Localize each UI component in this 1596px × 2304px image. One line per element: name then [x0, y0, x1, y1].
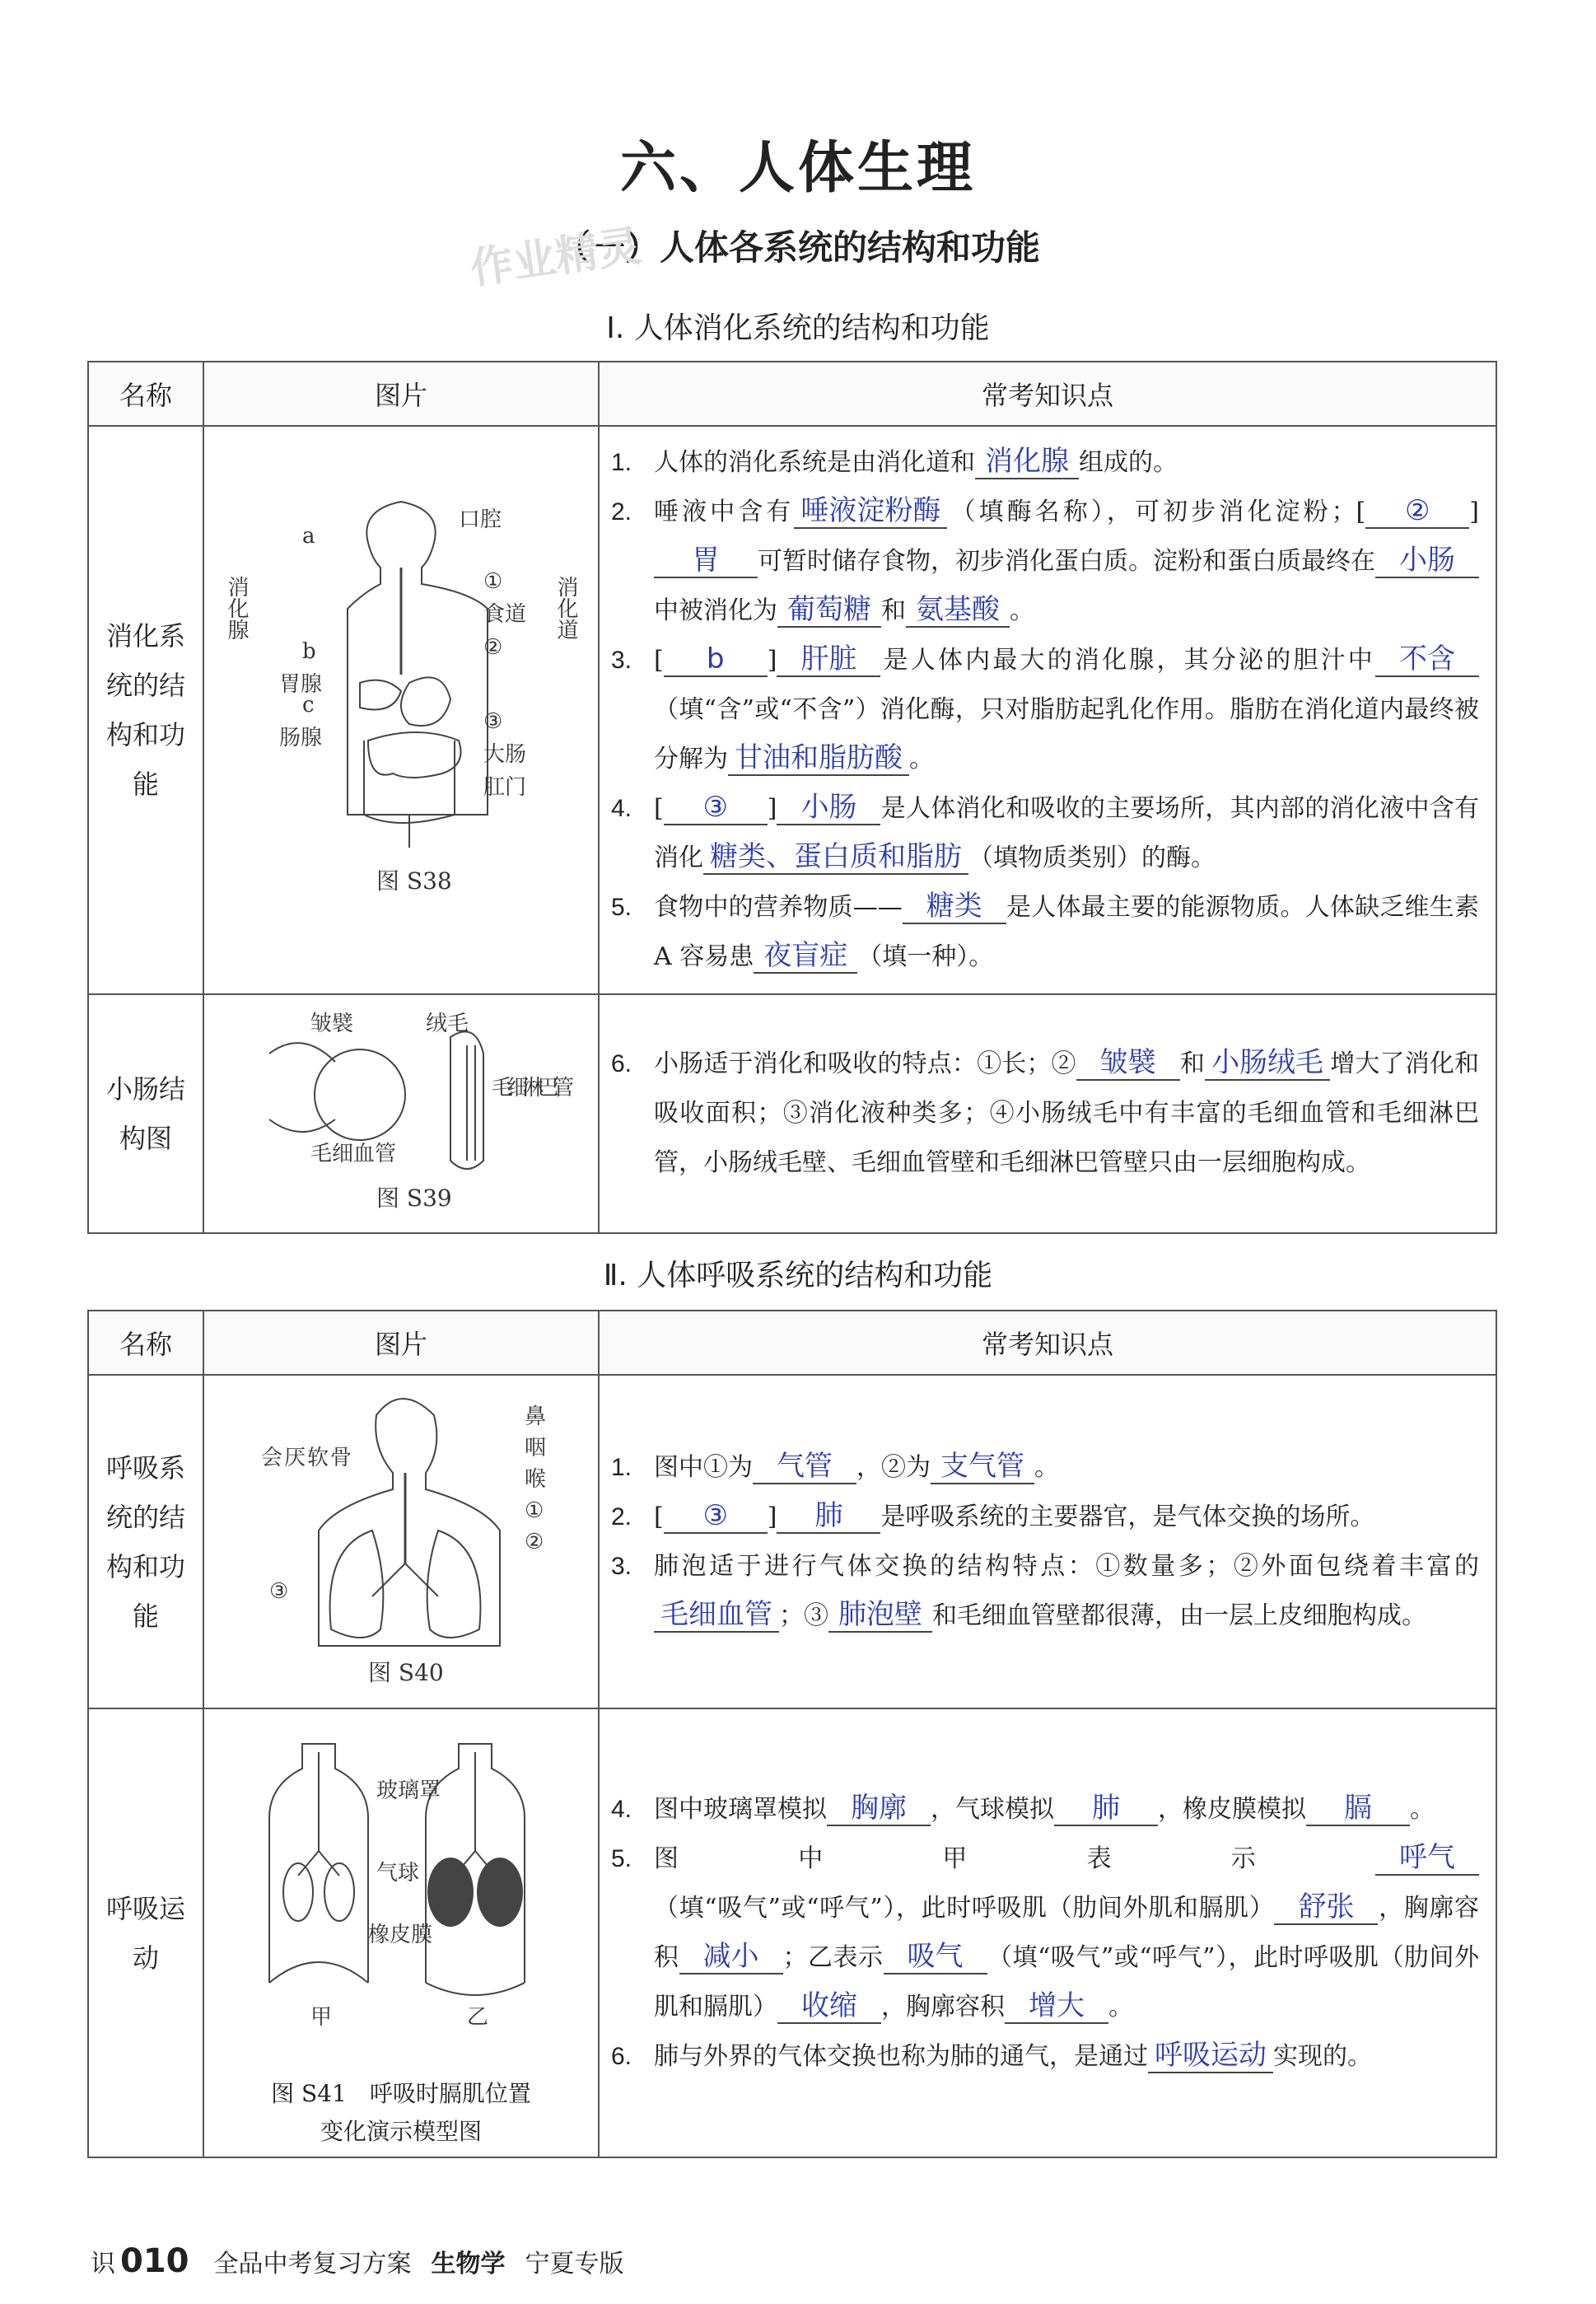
label-esophagus: 食道 — [483, 601, 527, 627]
knowledge-item — [611, 1040, 1479, 1188]
item-number: 2. — [611, 498, 632, 526]
item-number: 6. — [611, 2042, 632, 2070]
item-text — [654, 1785, 1479, 1834]
text-segment: ] — [767, 1502, 777, 1531]
answer-blank: 糖类、蛋白质和脂肪 — [703, 840, 968, 875]
label-nose: 鼻 — [525, 1404, 547, 1429]
item-number: 4. — [611, 795, 632, 822]
answer-blank: 肺 — [777, 1499, 880, 1534]
text-segment: 图中玻璃罩模拟 — [654, 1794, 827, 1824]
row-name: 呼吸系统的结构和功能 — [88, 1375, 203, 1708]
label-1: ① — [525, 1498, 544, 1523]
page-number: 010 — [120, 2242, 189, 2280]
text-segment: 食物中的营养物质—— — [654, 893, 903, 922]
figure-s40 — [203, 1375, 599, 1708]
answer-blank: 膈 — [1306, 1792, 1410, 1826]
item-text — [654, 636, 1479, 784]
row-name: 消化系统的结构和功能 — [88, 426, 203, 994]
knowledge-item — [611, 1443, 1479, 1493]
figure-caption-line2: 变化演示模型图 — [320, 2118, 482, 2145]
figure-s38 — [203, 426, 599, 994]
text-segment: 增大了消化和吸收面积；③消化液种类多；④小肠绒毛中有丰富的毛细血管和毛细淋巴管，小肠绒毛壁、毛细血管壁和毛细淋巴管壁只由一层细胞构成。 — [654, 1049, 1480, 1177]
item-number: 1. — [611, 449, 632, 476]
text-segment: ] — [1469, 498, 1479, 526]
label-jia: 甲 — [310, 2005, 333, 2030]
label-pharynx: 咽 — [525, 1436, 547, 1460]
answer-blank: 肺泡壁 — [828, 1598, 932, 1633]
label-yi: 乙 — [467, 2005, 489, 2030]
header-knowledge: 常考知识点 — [599, 1311, 1496, 1375]
item-text — [654, 784, 1479, 883]
text-segment: 是人体消化和吸收的主要场所，其内部的消化液中含有消化 — [654, 794, 1479, 872]
chapter-subtitle: （一）人体各系统的结构和功能 — [555, 227, 1040, 268]
knowledge-list — [611, 438, 1479, 982]
answer-blank: 唾液淀粉酶 — [794, 494, 947, 529]
text-segment: 和毛细血管壁都很薄，由一层上皮细胞构成。 — [932, 1601, 1426, 1630]
label-3: ③ — [269, 1579, 289, 1604]
book-title: 全品中考复习方案 — [213, 2250, 412, 2278]
subject: 生物学 — [431, 2250, 506, 2278]
digestive-system-figure — [220, 493, 582, 922]
text-segment: ，②为 — [856, 1452, 931, 1482]
text-segment: 实现的。 — [1273, 2041, 1372, 2071]
section-title-respiratory: Ⅱ. 人体呼吸系统的结构和功能 — [603, 1259, 993, 1292]
knowledge-item — [611, 2032, 1479, 2082]
text-segment: ，胸廓容积 — [881, 1992, 1005, 2021]
breathing-model-figure — [220, 1719, 582, 2065]
knowledge-item — [611, 438, 1479, 488]
text-segment: （填“吸气”或“呼气”），此时呼吸肌（肋间外肌和膈肌） — [654, 1942, 1480, 2021]
text-segment: （填一种）。 — [857, 942, 994, 971]
answer-blank: 呼吸运动 — [1148, 2039, 1273, 2073]
item-number: 5. — [611, 894, 632, 921]
header-picture: 图片 — [203, 1311, 599, 1375]
small-intestine-figure — [220, 1004, 582, 1218]
text-segment: ，胸廓容积 — [654, 1893, 1479, 1972]
edition: 宁夏专版 — [525, 2250, 624, 2278]
knowledge-list — [611, 1785, 1479, 2082]
knowledge-item — [611, 636, 1479, 784]
label-gastric-gland: 胃腺 — [279, 671, 323, 697]
label-villus: 绒毛 — [426, 1011, 469, 1036]
knowledge-item — [611, 883, 1479, 982]
text-segment: 肺与外界的气体交换也称为肺的通气，是通过 — [654, 2041, 1148, 2071]
answer-blank: 收缩 — [777, 1989, 881, 2024]
header-picture: 图片 — [203, 362, 599, 426]
answer-blank: 吸气 — [884, 1940, 987, 1975]
text-segment: （填酶名称），可初步消化淀粉；[ — [947, 498, 1366, 526]
knowledge-item — [611, 1542, 1479, 1641]
answer-blank: 小肠绒毛 — [1205, 1046, 1330, 1081]
answer-blank: 肝脏 — [777, 643, 880, 677]
text-segment: 图中甲表示 — [654, 1844, 1375, 1873]
text-segment: ] — [767, 646, 777, 675]
text-segment: ，气球模拟 — [931, 1794, 1054, 1824]
item-text — [654, 1542, 1479, 1641]
knowledge-points — [599, 1708, 1496, 2157]
answer-blank: 皱襞 — [1076, 1046, 1180, 1081]
figure-caption: 图 S40 — [368, 1659, 444, 1686]
item-text — [654, 1040, 1479, 1188]
knowledge-list — [611, 1443, 1479, 1641]
answer-blank: b — [664, 643, 768, 677]
answer-blank: 氨基酸 — [906, 593, 1010, 628]
knowledge-item — [611, 1785, 1479, 1834]
label-2: ② — [483, 634, 503, 660]
row-name: 小肠结构图 — [88, 994, 203, 1233]
item-text — [654, 883, 1479, 982]
answer-blank: ③ — [664, 791, 768, 825]
answer-blank: 减小 — [679, 1940, 783, 1975]
label-large-intestine: 大肠 — [483, 741, 527, 767]
knowledge-points — [599, 426, 1496, 994]
digestive-table — [87, 361, 1497, 1234]
answer-blank: ② — [1365, 494, 1469, 529]
label-anus: 肛门 — [483, 774, 527, 800]
label-fold: 皱襞 — [310, 1011, 354, 1036]
answer-blank: 消化腺 — [975, 445, 1079, 479]
item-text — [654, 438, 1479, 488]
text-segment: 小肠适于消化和吸收的特点：①长；② — [654, 1049, 1076, 1078]
answer-blank: 气管 — [753, 1450, 856, 1484]
figure-caption: 图 S39 — [376, 1184, 452, 1212]
text-segment: 肺泡适于进行气体交换的结构特点：①数量多；②外面包绕着丰富的 — [654, 1551, 1479, 1581]
knowledge-item — [611, 1493, 1479, 1542]
item-number: 5. — [611, 1844, 632, 1872]
text-segment: （填“含”或“不含”）消化酶，只对脂肪起乳化作用。脂肪在消化道内最终被分解为 — [654, 695, 1479, 773]
answer-blank: 支气管 — [931, 1450, 1034, 1484]
item-number: 2. — [611, 1503, 632, 1531]
figure-caption-line1: 图 S41 呼吸时膈肌位置 — [271, 2080, 531, 2107]
text-segment: 可暂时储存食物，初步消化蛋白质。淀粉和蛋白质最终在 — [758, 547, 1375, 576]
label-3: ③ — [483, 708, 503, 734]
respiratory-system-figure — [220, 1382, 582, 1695]
answer-blank: 舒张 — [1274, 1890, 1378, 1925]
label-intestinal-gland: 肠腺 — [279, 725, 323, 750]
answer-blank: 毛细血管 — [654, 1598, 779, 1633]
item-number: 1. — [611, 1453, 632, 1481]
answer-blank: 糖类 — [903, 890, 1006, 924]
text-segment: ] — [767, 794, 777, 823]
item-text — [654, 1834, 1479, 2032]
header-knowledge: 常考知识点 — [599, 362, 1496, 426]
answer-blank: 呼气 — [1375, 1841, 1479, 1876]
label-blood-capillary: 毛细血管 — [310, 1141, 397, 1166]
header-name: 名称 — [88, 1311, 203, 1375]
item-text — [654, 488, 1479, 636]
section-title-digestive: Ⅰ. 人体消化系统的结构和功能 — [606, 311, 990, 345]
text-segment: [ — [654, 646, 664, 675]
label-digestive-tract: 消化道 — [553, 575, 578, 640]
text-segment: [ — [654, 1502, 664, 1531]
text-segment: [ — [654, 794, 664, 823]
item-text — [654, 2032, 1479, 2082]
text-segment: （填“吸气”或“呼气”），此时呼吸肌（肋间外肌和膈肌） — [654, 1893, 1275, 1923]
text-segment: 组成的。 — [1079, 448, 1178, 477]
text-segment: 。 — [1034, 1452, 1059, 1482]
text-segment: 是人体内最大的消化腺，其分泌的胆汁中 — [880, 646, 1375, 675]
text-segment: 和 — [1179, 1049, 1206, 1078]
answer-blank: 甘油和脂肪酸 — [728, 741, 909, 776]
row-name: 呼吸运动 — [88, 1708, 203, 2157]
knowledge-points — [599, 1375, 1496, 1708]
answer-blank: 夜盲症 — [754, 939, 857, 974]
text-segment: （填物质类别）的酶。 — [968, 844, 1216, 872]
answer-blank: 肺 — [1054, 1792, 1158, 1826]
respiratory-table — [87, 1310, 1497, 2158]
footer-prefix: 识 — [91, 2250, 115, 2278]
text-segment: 。 — [909, 745, 934, 773]
header-name: 名称 — [88, 362, 203, 426]
text-segment: 图中①为 — [654, 1452, 753, 1482]
knowledge-item — [611, 784, 1479, 883]
label-a: a — [302, 523, 315, 549]
answer-blank: 小肠 — [777, 791, 880, 825]
item-number: 3. — [611, 647, 632, 674]
label-mouth: 口腔 — [459, 507, 502, 532]
text-segment: 人体的消化系统是由消化道和 — [654, 448, 975, 477]
knowledge-points — [599, 994, 1496, 1233]
label-epiglottis: 会厌软骨 — [261, 1446, 352, 1470]
text-segment: 。 — [1410, 1794, 1435, 1824]
label-glass-bell: 玻璃罩 — [376, 1778, 441, 1803]
label-larynx: 喉 — [525, 1467, 547, 1492]
knowledge-list — [611, 1040, 1479, 1188]
label-1: ① — [483, 568, 503, 594]
knowledge-item — [611, 1834, 1479, 2032]
answer-blank: 葡萄糖 — [777, 593, 881, 628]
item-text — [654, 1443, 1479, 1493]
text-segment: 中被消化为 — [654, 596, 777, 625]
item-number: 3. — [611, 1552, 632, 1580]
text-segment: ，橡皮膜模拟 — [1158, 1794, 1306, 1824]
page-title: 六、人体生理 — [619, 136, 976, 201]
label-b: b — [302, 638, 316, 664]
knowledge-item — [611, 488, 1479, 636]
item-text — [654, 1493, 1479, 1542]
answer-blank: 小肠 — [1375, 544, 1479, 578]
text-segment: 和 — [881, 596, 906, 625]
label-balloon: 气球 — [376, 1861, 420, 1886]
answer-blank: 增大 — [1005, 1989, 1108, 2024]
text-segment: 是人体最主要的能源物质。人体缺乏维生素 A 容易患 — [654, 893, 1480, 971]
label-c: c — [302, 692, 315, 717]
label-digestive-glands: 消化腺 — [224, 575, 249, 640]
figure-s39 — [203, 994, 599, 1233]
figure-s41 — [203, 1708, 599, 2157]
label-rubber-membrane: 橡皮膜 — [368, 1923, 433, 1947]
page-footer — [91, 2242, 644, 2280]
label-2: ② — [525, 1530, 544, 1554]
text-segment: 。 — [1108, 1992, 1133, 2021]
item-number: 6. — [611, 1050, 632, 1077]
text-segment: 。 — [1010, 596, 1034, 625]
text-segment: ；③ — [779, 1601, 828, 1630]
answer-blank: 胸廓 — [827, 1792, 931, 1826]
label-lymph-capillary: 毛细淋巴管 — [492, 1075, 574, 1101]
item-number: 4. — [611, 1795, 632, 1823]
answer-blank: 不含 — [1375, 643, 1479, 677]
text-segment: 唾液中含有 — [654, 498, 795, 526]
text-segment: ；乙表示 — [782, 1942, 884, 1972]
figure-caption: 图 S38 — [376, 867, 452, 895]
watermark: 作业精灵 — [467, 221, 644, 295]
text-segment: 是呼吸系统的主要器官，是气体交换的场所。 — [880, 1502, 1375, 1531]
answer-blank: 胃 — [654, 544, 758, 578]
answer-blank: ③ — [664, 1499, 768, 1534]
